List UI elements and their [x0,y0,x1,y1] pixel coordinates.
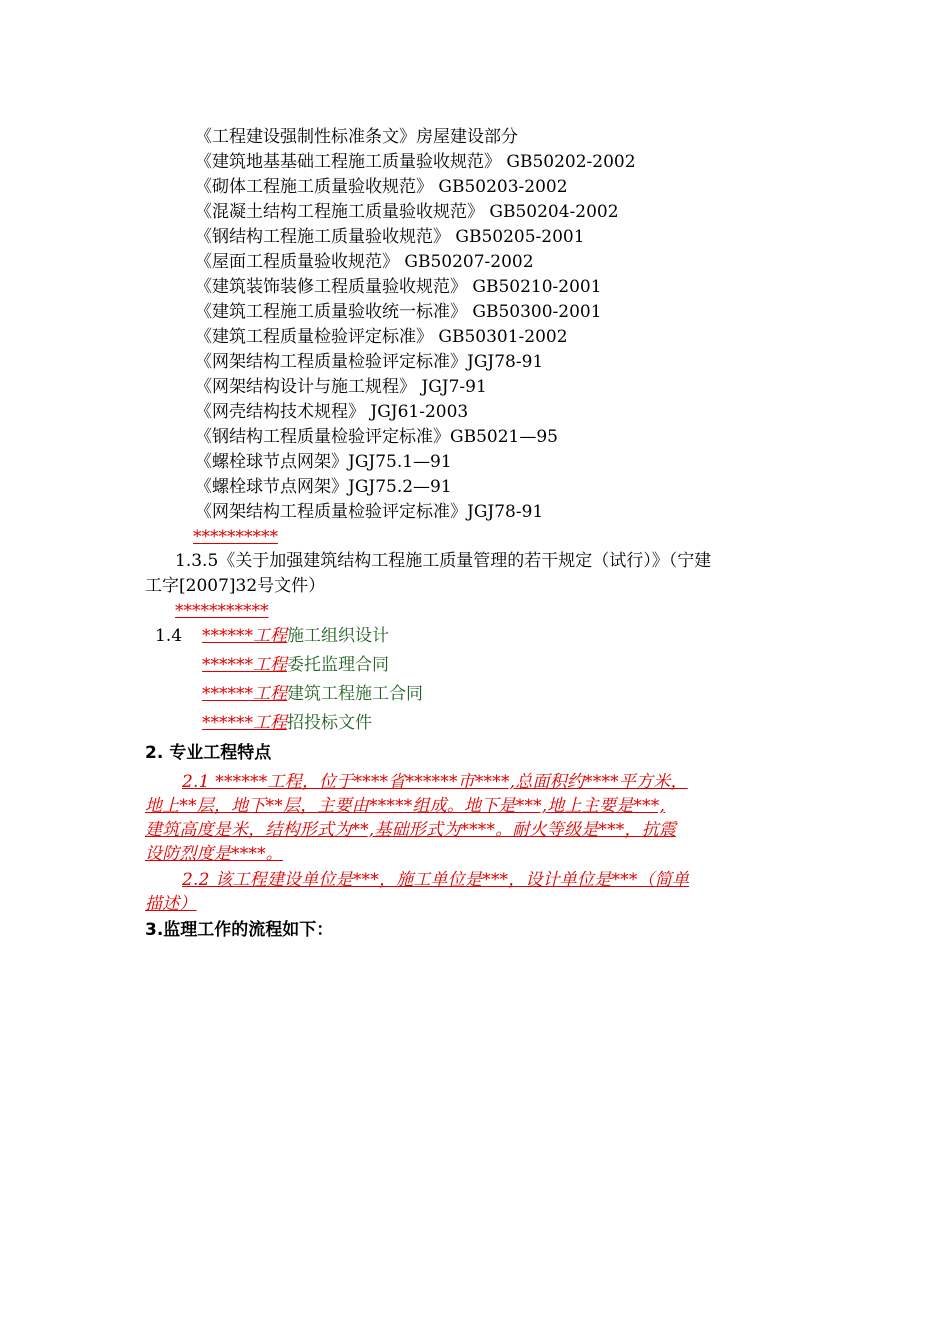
item-1-4-number: 1.4 [155,626,183,646]
item-1-4-entry [202,625,389,647]
standard-item: 《屋面工程质量验收规范》 GB50207-2002 [195,252,534,272]
item-1-4-entry [202,683,423,705]
project-name: 工程 [253,684,287,704]
standard-item: 《建筑地基基础工程施工质量验收规范》 GB50202-2002 [195,152,636,172]
standard-item: 《混凝土结构工程施工质量验收规范》 GB50204-2002 [195,202,619,222]
placeholder-stars: *********** [175,601,269,621]
section-heading: 2. 专业工程特点 [145,743,272,763]
document-name: 招投标文件 [287,713,372,733]
standard-item: 《钢结构工程施工质量验收规范》 GB50205-2001 [195,227,585,247]
placeholder-stars: ****** [202,626,253,646]
standard-item: 《建筑工程施工质量验收统一标准》 GB50300-2001 [195,302,602,322]
standard-item: 《网架结构工程质量检验评定标准》JGJ78-91 [195,352,544,372]
placeholder-stars: ****** [202,684,253,704]
paragraph-line: 描述） [145,894,197,914]
paragraph-line: 地上**层，地下**层，主要由*****组成。地下是***,地上主要是***, [145,796,666,816]
paragraph-line: 建筑高度是米，结构形式为**,基础形式为****。耐火等级是***，抗震 [145,820,677,840]
standard-item: 《网架结构设计与施工规程》 JGJ7-91 [195,377,487,397]
standard-item: 《网壳结构技术规程》 JGJ61-2003 [195,402,469,422]
standard-item: 《建筑工程质量检验评定标准》 GB50301-2002 [195,327,568,347]
item-1-4-entry [202,712,372,734]
item-1-4-entry [202,654,389,676]
standard-item: 《网架结构工程质量检验评定标准》JGJ78-91 [195,502,544,522]
project-name: 工程 [253,626,287,646]
standard-item: 《砌体工程施工质量验收规范》 GB50203-2002 [195,177,568,197]
standard-item: 《工程建设强制性标准条文》房屋建设部分 [195,127,518,147]
project-name: 工程 [253,713,287,733]
standard-item: 《钢结构工程质量检验评定标准》GB5021—95 [195,427,558,447]
item-1-3-5-line2: 工字[2007]32号文件） [145,576,326,596]
placeholder-stars: ********** [193,527,278,547]
paragraph-line: 2.2 该工程建设单位是***，施工单位是***，设计单位是***（简单 [182,870,690,890]
section-heading: 3.监理工作的流程如下： [145,920,334,940]
paragraph-line: 2.1 ******工程，位于****省******市****,总面积约****平方米， [182,772,688,792]
item-1-3-5-line1: 1.3.5《关于加强建筑结构工程施工质量管理的若干规定（试行）》（宁建 [175,551,712,571]
standard-item: 《建筑装饰装修工程质量验收规范》 GB50210-2001 [195,277,602,297]
project-name: 工程 [253,655,287,675]
placeholder-stars: ****** [202,713,253,733]
standard-item: 《螺栓球节点网架》JGJ75.2—91 [195,477,452,497]
standard-item: 《螺栓球节点网架》JGJ75.1—91 [195,452,452,472]
paragraph-line: 设防烈度是****。 [145,844,283,864]
document-name: 施工组织设计 [287,626,389,646]
placeholder-stars: ****** [202,655,253,675]
document-name: 建筑工程施工合同 [287,684,423,704]
document-name: 委托监理合同 [287,655,389,675]
